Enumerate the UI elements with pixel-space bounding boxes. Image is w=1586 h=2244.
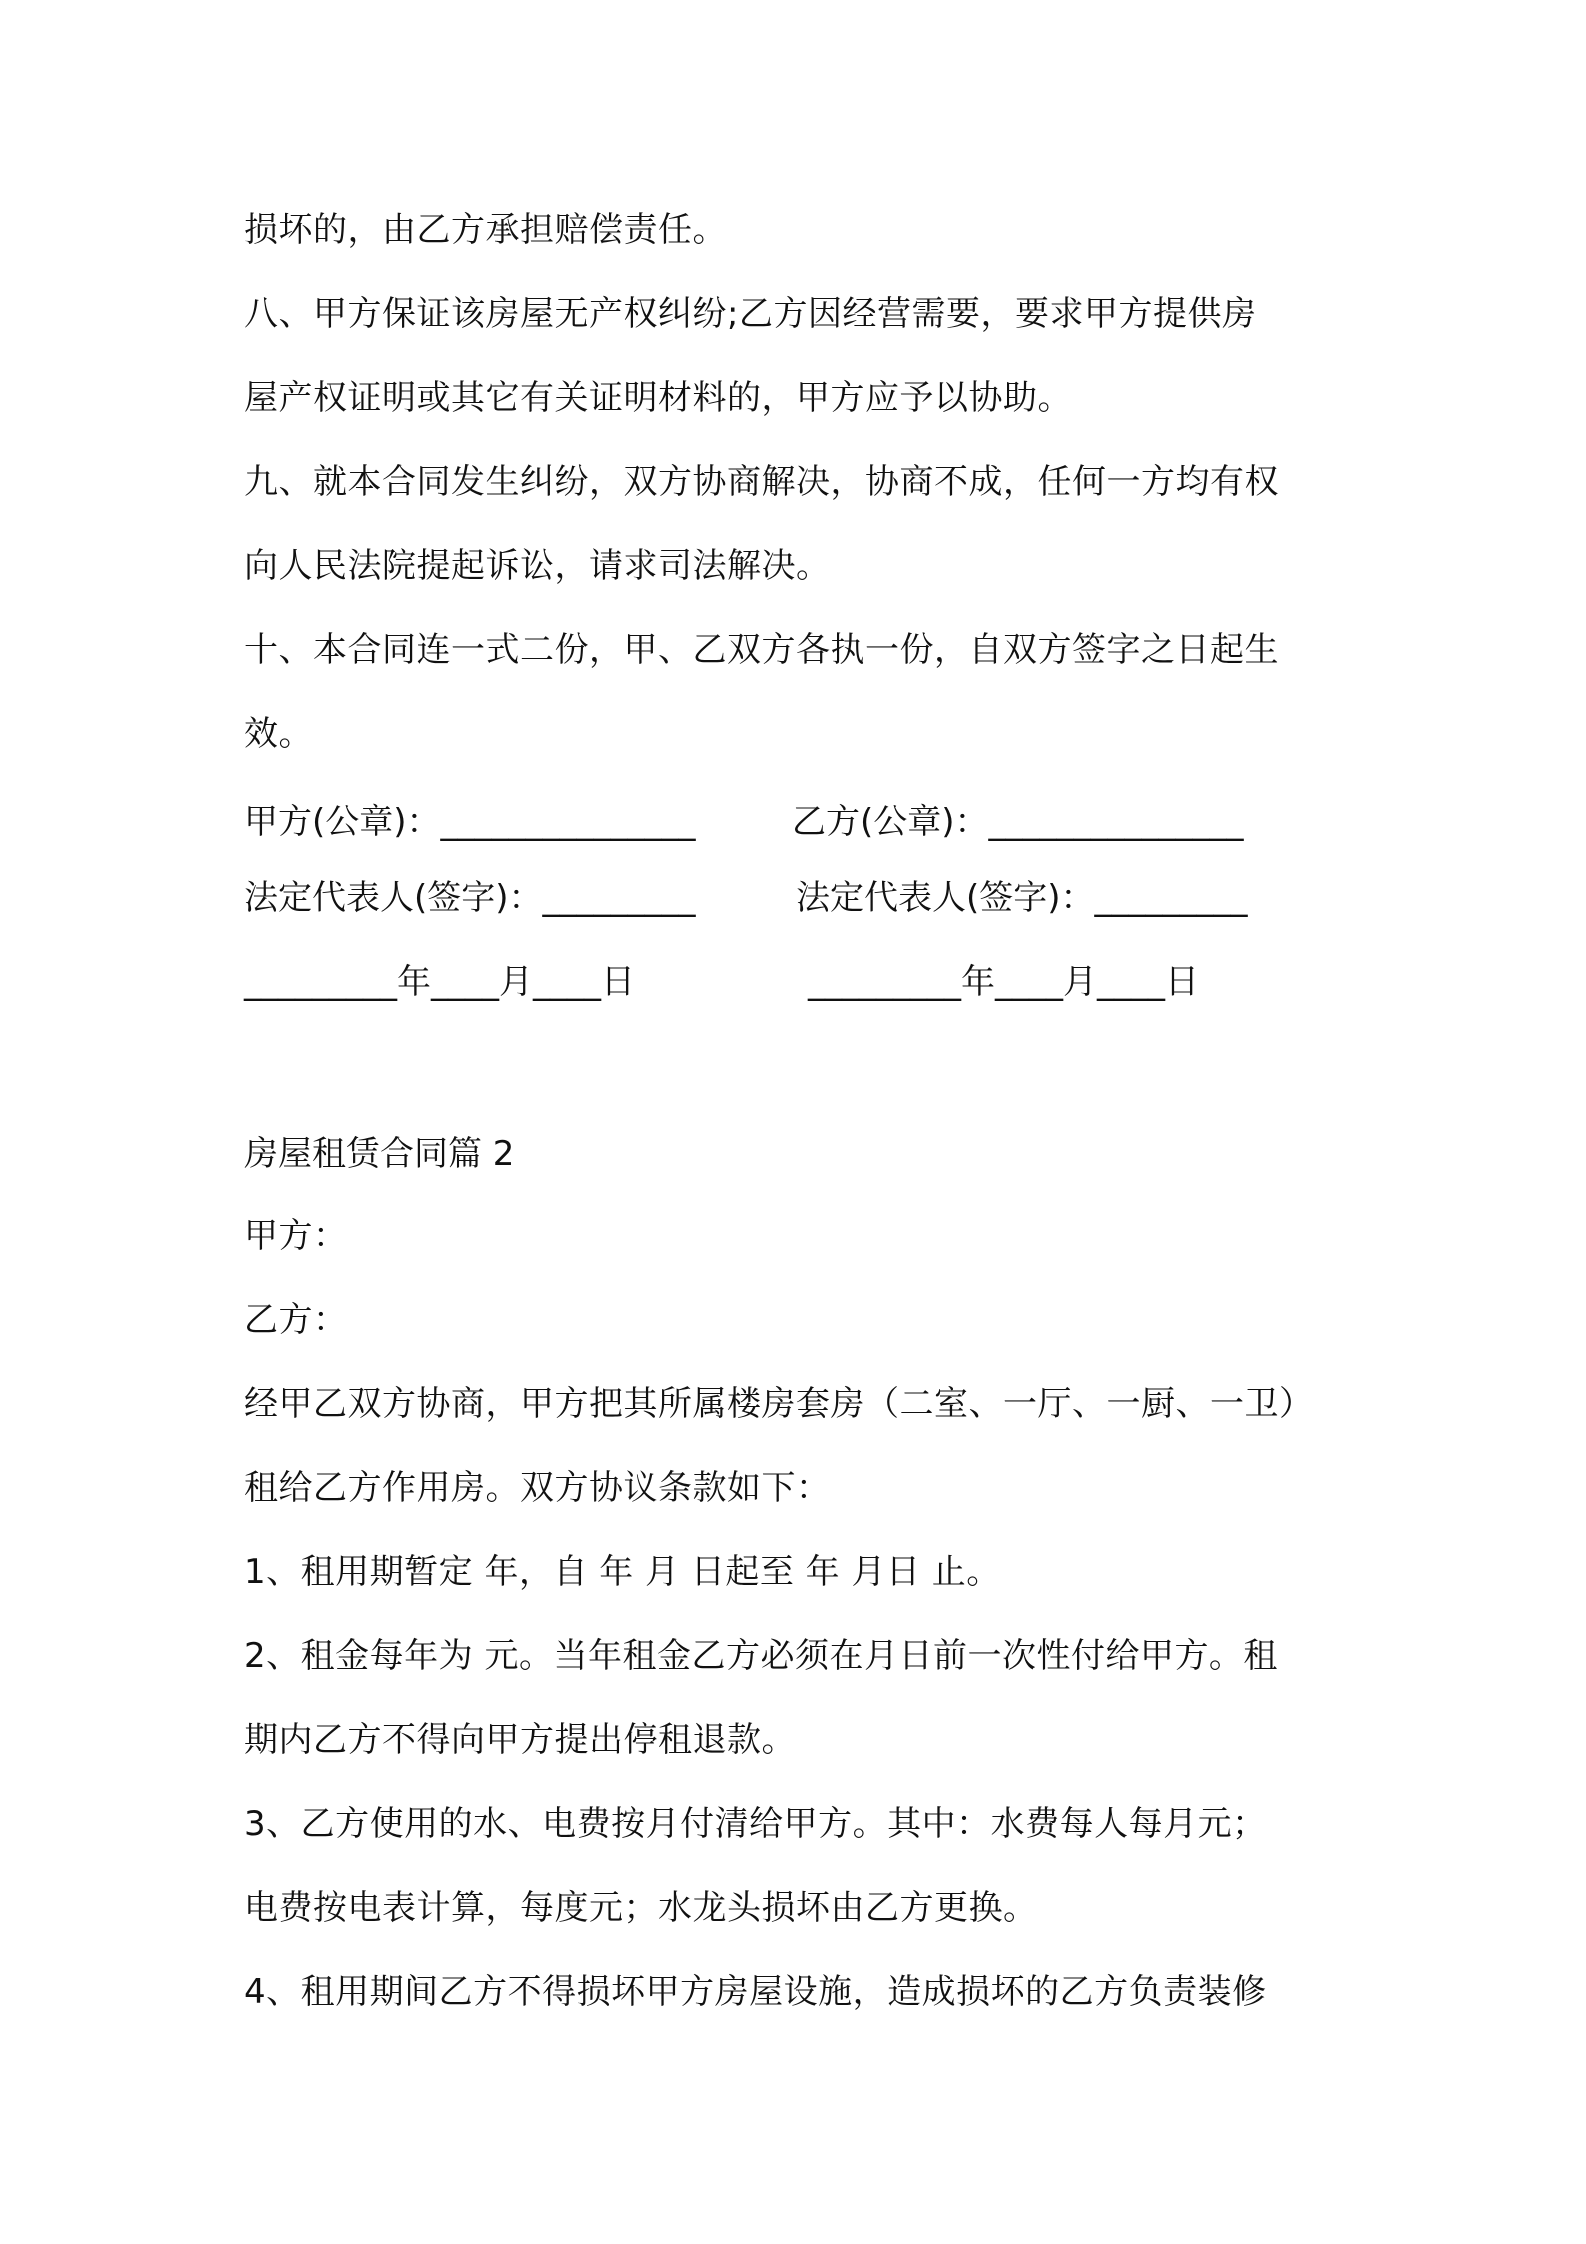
paragraph-line: 经甲乙双方协商，甲方把其所属楼房套房（二室、一厅、一厨、一卫） (244, 1384, 1314, 1424)
paragraph-line: 租给乙方作用房。双方协议条款如下： (244, 1468, 831, 1508)
signature-representative-row (244, 868, 1364, 928)
paragraph-line: 2、租金每年为 元。当年租金乙方必须在月日前一次性付给甲方。租 (244, 1636, 1278, 1676)
paragraph-line: 期内乙方不得向甲方提出停租退款。 (244, 1720, 796, 1760)
party-b-seal-field: 乙方(公章)：_______________ (792, 802, 1244, 842)
paragraph-line: 甲方： (244, 1216, 348, 1256)
party-b-representative-field: 法定代表人(签字)：_________ (796, 878, 1248, 918)
paragraph-line: 3、乙方使用的水、电费按月付清给甲方。其中：水费每人每月元； (244, 1804, 1267, 1844)
signature-date-row (244, 952, 1364, 1012)
party-a-representative-field: 法定代表人(签字)：_________ (244, 878, 696, 918)
paragraph-line: 屋产权证明或其它有关证明材料的，甲方应予以协助。 (244, 378, 1072, 418)
paragraph-line: 八、甲方保证该房屋无产权纠纷;乙方因经营需要，要求甲方提供房 (244, 294, 1257, 334)
paragraph-line: 1、租用期暂定 年，自 年 月 日起至 年 月日 止。 (244, 1552, 1001, 1592)
section-title: 房屋租赁合同篇 2 (244, 1134, 515, 1174)
contract-part2 (244, 1194, 1364, 2034)
paragraph-line: 十、本合同连一式二份，甲、乙双方各执一份，自双方签字之日起生 (244, 630, 1279, 670)
paragraph-line: 乙方： (244, 1300, 348, 1340)
paragraph-line: 电费按电表计算，每度元；水龙头损坏由乙方更换。 (244, 1888, 1038, 1928)
paragraph-line: 损坏的，由乙方承担赔偿责任。 (244, 210, 727, 250)
party-a-seal-field: 甲方(公章)：_______________ (244, 802, 696, 842)
contract-part1 (244, 188, 1364, 776)
paragraph-line: 4、租用期间乙方不得损坏甲方房屋设施，造成损坏的乙方负责装修 (244, 1972, 1267, 2012)
party-a-date-field: _________年____月____日 (244, 962, 635, 1002)
signature-seal-row (244, 792, 1364, 852)
paragraph-line: 九、就本合同发生纠纷，双方协商解决，协商不成，任何一方均有权 (244, 462, 1279, 502)
paragraph-line: 效。 (244, 714, 313, 754)
paragraph-line: 向人民法院提起诉讼，请求司法解决。 (244, 546, 831, 586)
party-b-date-field: _________年____月____日 (808, 962, 1199, 1002)
